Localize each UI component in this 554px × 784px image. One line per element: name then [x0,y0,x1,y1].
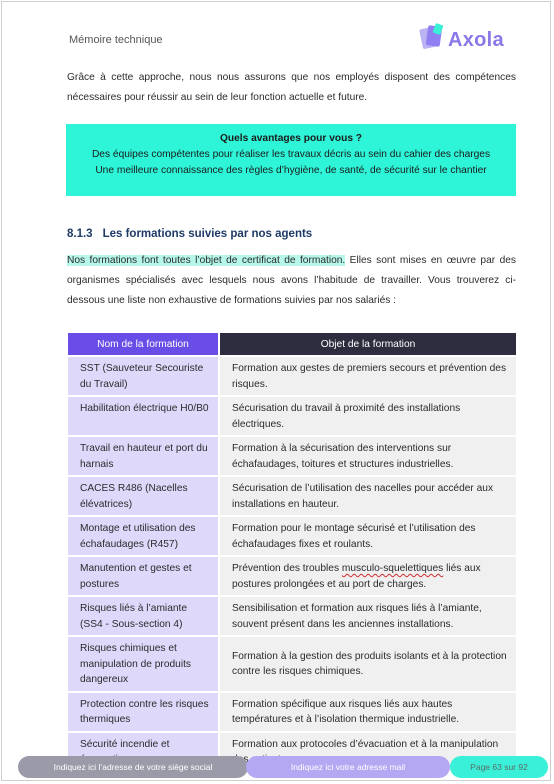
company-logo [418,22,518,56]
table-row [68,397,516,435]
training-object-cell: Sécurisation de l’utilisation des nacelles pour accéder aux installations en hauteur. [220,477,516,515]
training-object-cell: Formation pour le montage sécurisé et l’utilisation des échafaudages fixes et roulants. [220,517,516,555]
table-header-row [68,333,516,355]
document-header-title: Mémoire technique [69,34,163,46]
training-object-cell: Sécurisation du travail à proximité des installations électriques. [220,397,516,435]
column-header-name: Nom de la formation [68,333,220,355]
table-row [68,637,516,691]
training-object-cell [220,557,516,595]
training-name-cell: Risques chimiques et manipulation de produits dangereux [68,637,220,691]
training-name-cell: Protection contre les risques thermiques [68,693,220,731]
training-object-cell: Formation aux gestes de premiers secours et prévention des risques. [220,357,516,395]
training-object-cell: Formation aux protocoles d’évacuation et à la manipulation [220,733,516,771]
spellcheck-flagged-word: musculo-squelettiques [341,563,444,574]
training-object-cell: Formation spécifique aux risques liés aux hautes températures et à l’isolation thermique industrielle. [220,693,516,731]
benefits-line: Des équipes compétentes pour réaliser les travaux décris au sein du cahier des charges [91,149,491,160]
table-row [68,517,516,555]
object-text: liés aux postures prolongées et au port de charges. [232,563,481,590]
training-object-cell: Formation à la gestion des produits isolants et à la protection contre les risques chimiques. [220,637,516,691]
training-name-cell: Risques liés à l’amiante (SS4 - Sous-section 4) [68,597,220,635]
training-name-cell: Travail en hauteur et port du harnais [68,437,220,475]
training-name-cell: Manutention et gestes et postures [68,557,220,595]
section-number: 8.1.3 [67,228,93,240]
footer-page-number: Page 63 sur 92 [450,756,548,778]
training-name-cell: CACES R486 (Nacelles élévatrices) [68,477,220,515]
table-row [68,557,516,595]
section-title: Les formations suivies par nos agents [102,228,313,240]
section-paragraph [67,251,516,311]
benefits-box [66,124,516,196]
footer-address-hq: Indiquez ici l’adresse de votre siège social [18,756,248,778]
column-header-object: Objet de la formation [220,333,516,355]
intro-paragraph: Grâce à cette approche, nous nous assurons que nos employés disposent des compétences nécessaires pour réussir au sein de leur fonction actuelle et future. [67,72,516,103]
benefits-line: Une meilleure connaissance des règles d’hygiène, de santé, de sécurité sur le chantier [95,165,487,176]
training-name-cell: Sécurité incendie et [68,733,220,771]
table-row [68,437,516,475]
training-table [68,331,516,773]
object-text: Prévention des troubles [232,563,342,574]
training-name-cell: Montage et utilisation des échafaudages (R457) [68,517,220,555]
highlighted-text: Nos formations font toutes l’objet de certificat de formation. [67,255,346,266]
training-name-cell: Habilitation électrique H0/B0 [68,397,220,435]
logo-mark-icon [418,22,448,56]
logo-text: Axola [448,29,504,51]
section-heading [67,228,312,240]
footer-address-mail: Indiquez ici votre adresse mail [246,756,450,778]
benefits-title: Quels avantages pour vous ? [219,133,363,144]
training-object-cell: Sensibilisation et formation aux risques liés à l’amiante, souvent présent dans les anciennes installations. [220,597,516,635]
training-object-cell: Formation à la sécurisation des interventions sur échafaudages, toitures et structures industrielles. [220,437,516,475]
paragraph-text: Elles sont mises en œuvre par des organismes spécialisés avec lesquels nous avons l’habitude de travailler. Vous trouverez ci-dessous une liste non exhaustive de formations suivies par nos salariés : [67,255,517,306]
training-name-cell: SST (Sauveteur Secouriste du Travail) [68,357,220,395]
table-row [68,477,516,515]
table-row [68,693,516,731]
table-row [68,357,516,395]
table-row [68,597,516,635]
